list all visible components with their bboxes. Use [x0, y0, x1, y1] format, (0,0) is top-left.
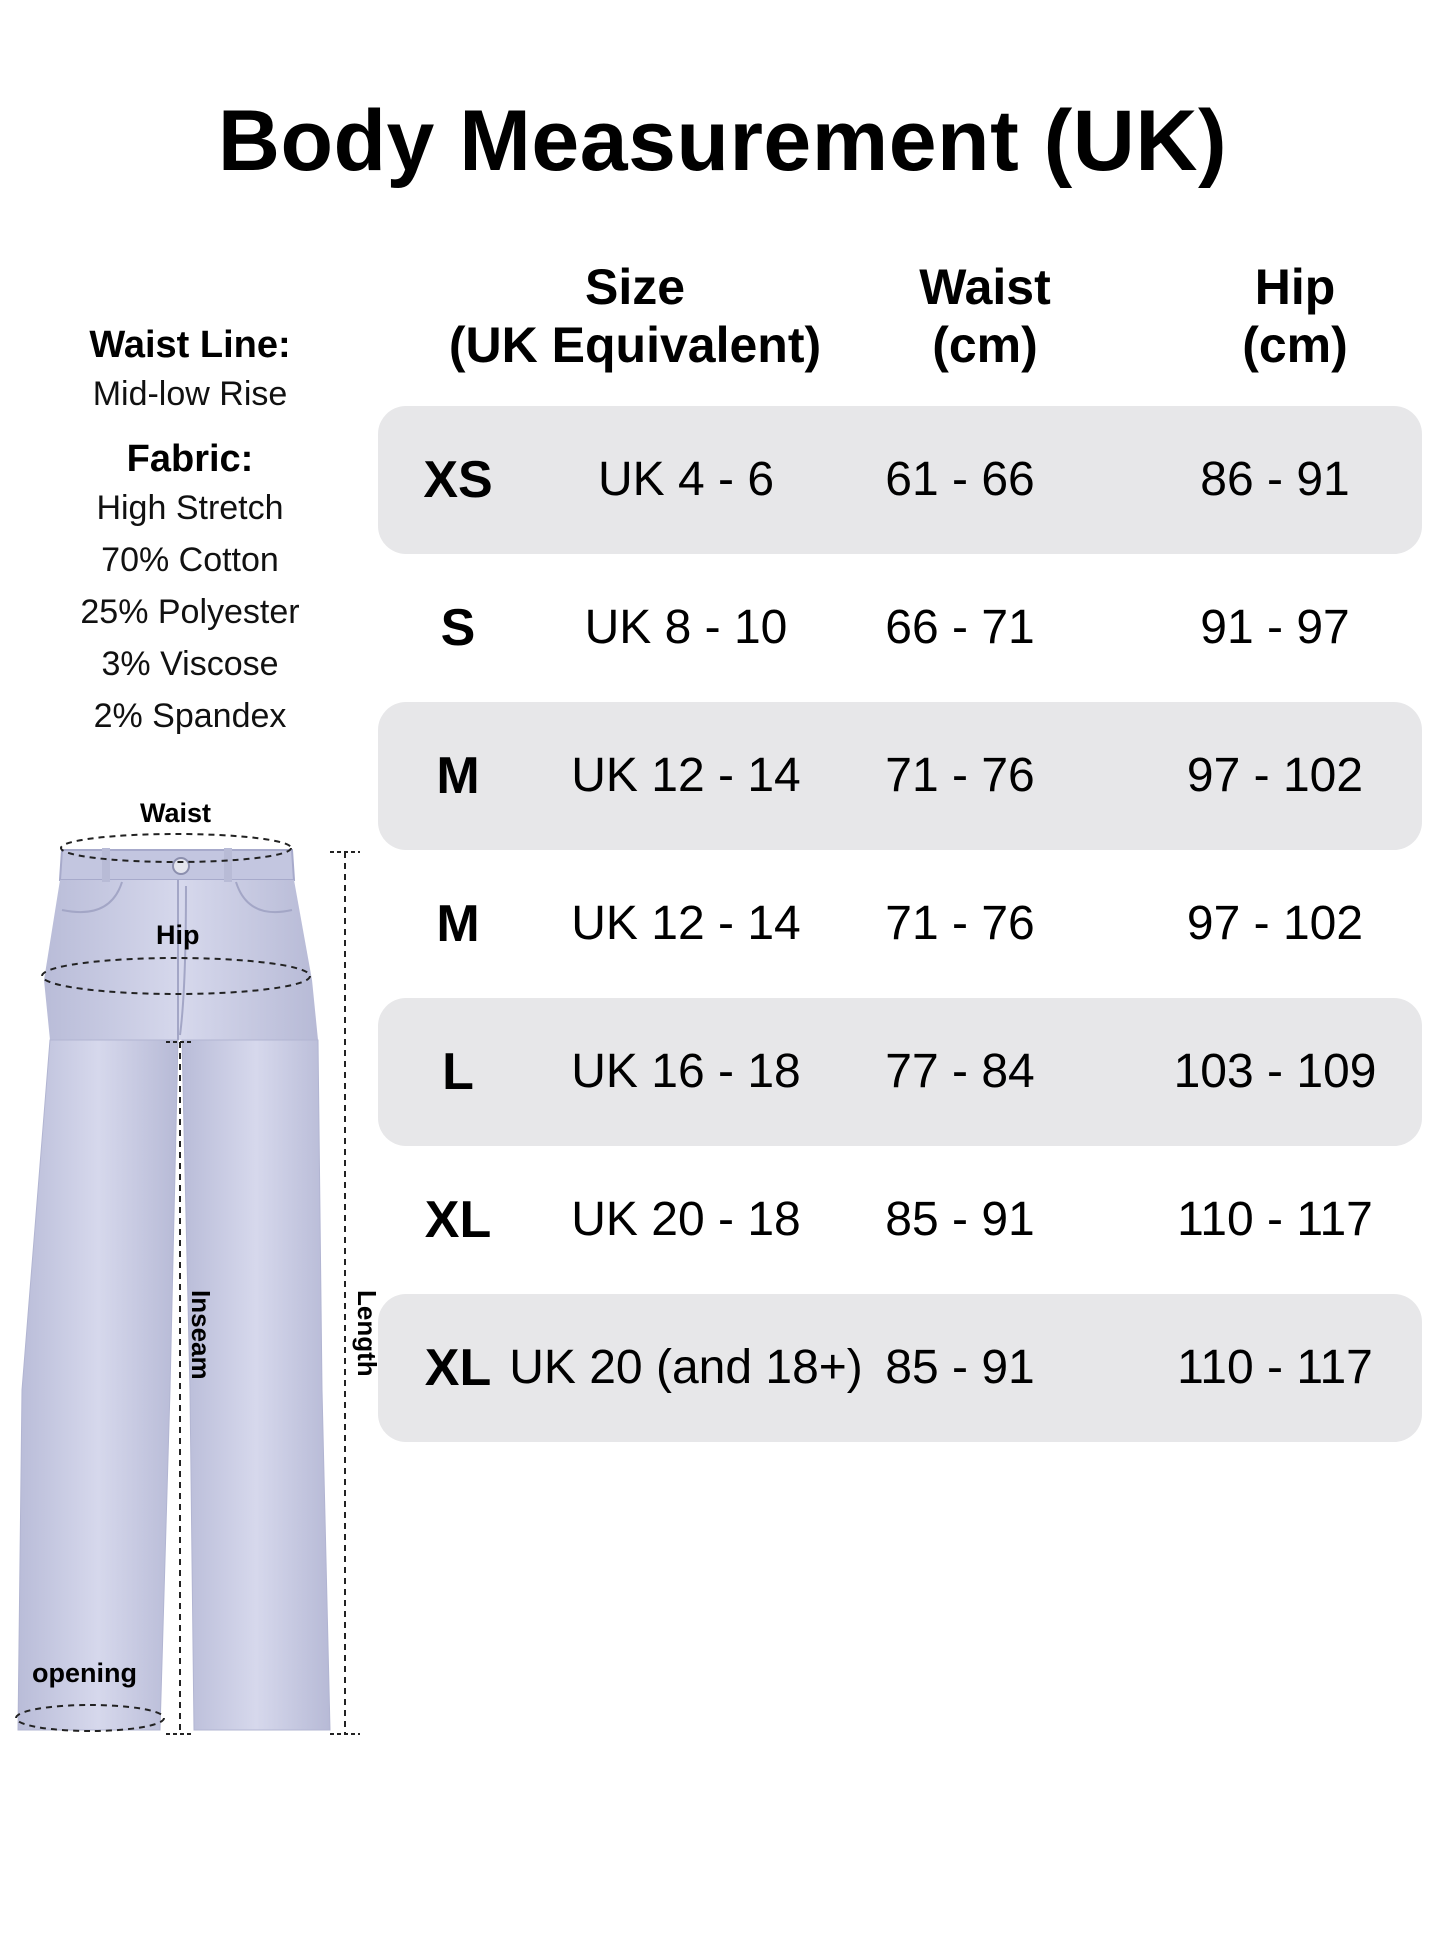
- uk-size-cell: UK 20 - 18: [571, 1193, 801, 1246]
- size-cell: M: [436, 895, 480, 953]
- fabric-label: Fabric:: [126, 438, 254, 480]
- hip-cell: 97 - 102: [1186, 897, 1364, 950]
- jeans-upper: [44, 880, 318, 1040]
- opening-diagram-label: opening: [32, 1658, 137, 1688]
- table-row: [378, 554, 1422, 702]
- uk-size-cell: UK 4 - 6: [597, 453, 775, 506]
- product-specs: [40, 322, 340, 742]
- uk-size-cell: UK 12 - 14: [571, 897, 801, 950]
- header-hip-line2: (cm): [1242, 317, 1348, 373]
- size-cell: XL: [424, 1191, 492, 1249]
- size-cell: L: [442, 1043, 474, 1101]
- jeans-left-leg: [18, 1040, 178, 1730]
- waist-cell: 71 - 76: [885, 749, 1035, 802]
- fabric-value: 2% Spandex: [93, 697, 287, 735]
- fabric-value: 25% Polyester: [80, 593, 300, 631]
- page-title: Body Measurement (UK): [217, 93, 1228, 189]
- size-cell: XS: [423, 451, 493, 509]
- waist-cell: 85 - 91: [885, 1341, 1035, 1394]
- waist-cell: 61 - 66: [885, 453, 1035, 506]
- uk-size-cell: UK 12 - 14: [571, 749, 801, 802]
- hip-cell: 97 - 102: [1186, 749, 1364, 802]
- header-size: [420, 258, 850, 374]
- table-row: [378, 702, 1422, 850]
- jeans-measurement-diagram: [0, 790, 380, 1750]
- jeans-button: [173, 858, 189, 874]
- hip-cell: 103 - 109: [1173, 1045, 1377, 1098]
- waist-line-value: Mid-low Rise: [92, 375, 288, 413]
- size-cell: S: [440, 599, 476, 657]
- size-cell: M: [436, 747, 480, 805]
- hip-diagram-label: Hip: [156, 920, 200, 950]
- table-row: [378, 998, 1422, 1146]
- hip-cell: 86 - 91: [1200, 453, 1350, 506]
- header-waist: [880, 258, 1090, 374]
- header-waist-line2: (cm): [932, 317, 1038, 373]
- length-diagram-label: Length: [352, 1290, 382, 1377]
- header-size-line2: (UK Equivalent): [448, 317, 822, 373]
- jeans-right-leg: [182, 1040, 330, 1730]
- header-waist-line1: Waist: [919, 259, 1051, 315]
- waist-line-label: Waist Line:: [89, 324, 291, 366]
- hip-cell: 91 - 97: [1200, 601, 1350, 654]
- waist-cell: 85 - 91: [885, 1193, 1035, 1246]
- uk-size-cell: UK 20 (and 18+): [509, 1341, 863, 1394]
- waist-cell: 77 - 84: [885, 1045, 1035, 1098]
- hip-cell: 110 - 117: [1177, 1193, 1373, 1246]
- uk-size-cell: UK 8 - 10: [584, 601, 788, 654]
- table-row: [378, 1146, 1422, 1294]
- waist-diagram-label: Waist: [140, 798, 212, 828]
- inseam-diagram-label: Inseam: [186, 1290, 216, 1380]
- table-row: [378, 406, 1422, 554]
- header-hip-line1: Hip: [1254, 259, 1336, 315]
- uk-size-cell: UK 16 - 18: [571, 1045, 801, 1098]
- fabric-value: 70% Cotton: [101, 541, 279, 579]
- hip-cell: 110 - 117: [1177, 1341, 1373, 1394]
- fabric-value: 3% Viscose: [101, 645, 279, 683]
- fabric-value: High Stretch: [96, 489, 284, 527]
- header-size-line1: Size: [584, 259, 686, 315]
- waist-cell: 71 - 76: [885, 897, 1035, 950]
- waist-cell: 66 - 71: [885, 601, 1035, 654]
- table-row: [378, 1294, 1422, 1442]
- header-hip: [1190, 258, 1400, 374]
- size-cell: XL: [424, 1339, 492, 1397]
- table-row: [378, 850, 1422, 998]
